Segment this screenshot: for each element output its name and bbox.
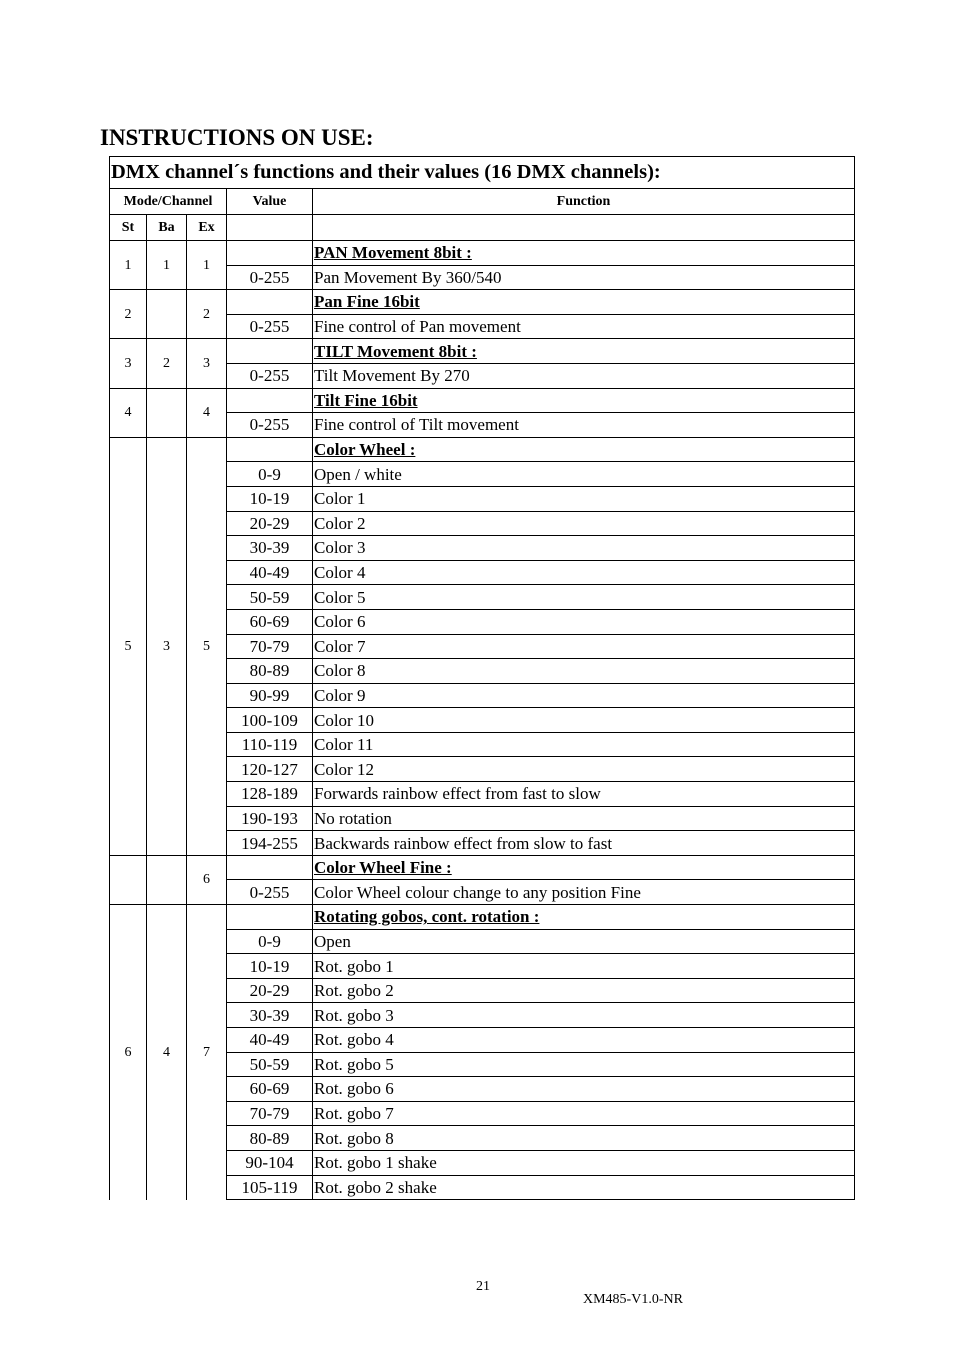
dmx-value-range: 0-9: [227, 462, 313, 487]
function-description: Color 5: [313, 585, 855, 610]
function-description: Rot. gobo 2: [313, 978, 855, 1003]
function-description: Tilt Movement By 270: [313, 363, 855, 388]
function-description: Fine control of Pan movement: [313, 314, 855, 339]
channel-function-title: Color Wheel :: [313, 437, 855, 462]
function-description: Color 9: [313, 683, 855, 708]
function-description: Rot. gobo 4: [313, 1028, 855, 1053]
dmx-value-range: 40-49: [227, 1028, 313, 1053]
mode-ba-header: Ba: [147, 215, 187, 241]
value-cell-empty: [227, 241, 313, 266]
channel-st: 1: [110, 241, 147, 290]
dmx-value-range: 100-109: [227, 708, 313, 733]
dmx-value-range: 70-79: [227, 634, 313, 659]
channel-ba: 1: [147, 241, 187, 290]
dmx-value-range: 90-99: [227, 683, 313, 708]
channel-group-title-row: [110, 339, 855, 364]
mode-channel-header: Mode/Channel: [110, 189, 227, 215]
function-description: Fine control of Tilt movement: [313, 413, 855, 438]
dmx-value-range: 0-9: [227, 929, 313, 954]
dmx-value-range: 128-189: [227, 782, 313, 807]
channel-ba: [147, 290, 187, 339]
dmx-value-range: 0-255: [227, 314, 313, 339]
function-subheader-empty: [313, 215, 855, 241]
dmx-value-range: 30-39: [227, 1003, 313, 1028]
dmx-value-range: 70-79: [227, 1101, 313, 1126]
function-description: Color 2: [313, 511, 855, 536]
dmx-channel-table: [109, 156, 855, 1200]
mode-ex-header: Ex: [187, 215, 227, 241]
channel-ba: [147, 855, 187, 904]
function-header: Function: [313, 189, 855, 215]
dmx-value-range: 0-255: [227, 880, 313, 905]
channel-ex: 2: [187, 290, 227, 339]
channel-ex: 6: [187, 855, 227, 904]
function-description: Color 6: [313, 609, 855, 634]
channel-ba: 2: [147, 339, 187, 388]
function-description: Color 12: [313, 757, 855, 782]
dmx-value-range: 190-193: [227, 806, 313, 831]
dmx-value-range: 90-104: [227, 1150, 313, 1175]
function-description: Color 10: [313, 708, 855, 733]
value-cell-empty: [227, 388, 313, 413]
function-description: Color Wheel colour change to any position Fine: [313, 880, 855, 905]
channel-ba: [147, 388, 187, 437]
function-description: Rot. gobo 7: [313, 1101, 855, 1126]
function-description: Pan Movement By 360/540: [313, 265, 855, 290]
channel-group-title-row: [110, 241, 855, 266]
dmx-value-range: 20-29: [227, 978, 313, 1003]
mode-st-header: St: [110, 215, 147, 241]
function-description: Color 8: [313, 659, 855, 684]
value-header: Value: [227, 189, 313, 215]
function-description: Rot. gobo 3: [313, 1003, 855, 1028]
function-description: No rotation: [313, 806, 855, 831]
channel-st: 2: [110, 290, 147, 339]
table-caption: DMX channel´s functions and their values (16 DMX channels):: [110, 157, 855, 189]
page-number: 21: [476, 1279, 490, 1294]
channel-group-title-row: [110, 290, 855, 315]
function-description: Forwards rainbow effect from fast to slow: [313, 782, 855, 807]
dmx-value-range: 10-19: [227, 954, 313, 979]
function-description: Color 11: [313, 732, 855, 757]
dmx-table-body: [110, 157, 855, 1200]
document-code: XM485-V1.0-NR: [583, 1292, 683, 1307]
channel-ex: 4: [187, 388, 227, 437]
channel-ex: 3: [187, 339, 227, 388]
channel-ex: 5: [187, 437, 227, 855]
channel-group-title-row: [110, 855, 855, 880]
dmx-value-range: 60-69: [227, 609, 313, 634]
channel-function-title: Rotating gobos, cont. rotation :: [313, 905, 855, 930]
function-description: Backwards rainbow effect from slow to fast: [313, 831, 855, 856]
channel-group-title-row: [110, 905, 855, 930]
channel-st: 6: [110, 905, 147, 1200]
mode-subheader-row: [110, 215, 855, 241]
value-cell-empty: [227, 437, 313, 462]
channel-function-title: Tilt Fine 16bit: [313, 388, 855, 413]
channel-function-title: Pan Fine 16bit: [313, 290, 855, 315]
function-description: Color 1: [313, 486, 855, 511]
dmx-value-range: 80-89: [227, 659, 313, 684]
function-description: Color 3: [313, 536, 855, 561]
channel-ba: 4: [147, 905, 187, 1200]
function-description: Rot. gobo 1: [313, 954, 855, 979]
table-header-row: [110, 189, 855, 215]
function-description: Rot. gobo 1 shake: [313, 1150, 855, 1175]
value-cell-empty: [227, 905, 313, 930]
dmx-value-range: 194-255: [227, 831, 313, 856]
dmx-value-range: 60-69: [227, 1077, 313, 1102]
dmx-value-range: 20-29: [227, 511, 313, 536]
dmx-value-range: 110-119: [227, 732, 313, 757]
dmx-value-range: 120-127: [227, 757, 313, 782]
value-cell-empty: [227, 290, 313, 315]
dmx-value-range: 0-255: [227, 265, 313, 290]
function-description: Open / white: [313, 462, 855, 487]
function-description: Color 7: [313, 634, 855, 659]
value-cell-empty: [227, 855, 313, 880]
channel-ex: 1: [187, 241, 227, 290]
dmx-value-range: 80-89: [227, 1126, 313, 1151]
channel-st: 5: [110, 437, 147, 855]
function-description: Rot. gobo 5: [313, 1052, 855, 1077]
channel-st: 4: [110, 388, 147, 437]
channel-function-title: PAN Movement 8bit :: [313, 241, 855, 266]
channel-function-title: Color Wheel Fine :: [313, 855, 855, 880]
dmx-value-range: 0-255: [227, 413, 313, 438]
channel-ex: 7: [187, 905, 227, 1200]
channel-st: [110, 855, 147, 904]
function-description: Rot. gobo 8: [313, 1126, 855, 1151]
function-description: Color 4: [313, 560, 855, 585]
channel-st: 3: [110, 339, 147, 388]
dmx-value-range: 105-119: [227, 1175, 313, 1200]
dmx-value-range: 10-19: [227, 486, 313, 511]
value-subheader-empty: [227, 215, 313, 241]
function-description: Open: [313, 929, 855, 954]
channel-ba: 3: [147, 437, 187, 855]
function-description: Rot. gobo 2 shake: [313, 1175, 855, 1200]
value-cell-empty: [227, 339, 313, 364]
channel-function-title: TILT Movement 8bit :: [313, 339, 855, 364]
page-heading: INSTRUCTIONS ON USE:: [100, 125, 374, 150]
dmx-value-range: 50-59: [227, 1052, 313, 1077]
function-description: Rot. gobo 6: [313, 1077, 855, 1102]
channel-group-title-row: [110, 437, 855, 462]
channel-group-title-row: [110, 388, 855, 413]
dmx-value-range: 0-255: [227, 363, 313, 388]
dmx-value-range: 50-59: [227, 585, 313, 610]
dmx-value-range: 40-49: [227, 560, 313, 585]
dmx-value-range: 30-39: [227, 536, 313, 561]
